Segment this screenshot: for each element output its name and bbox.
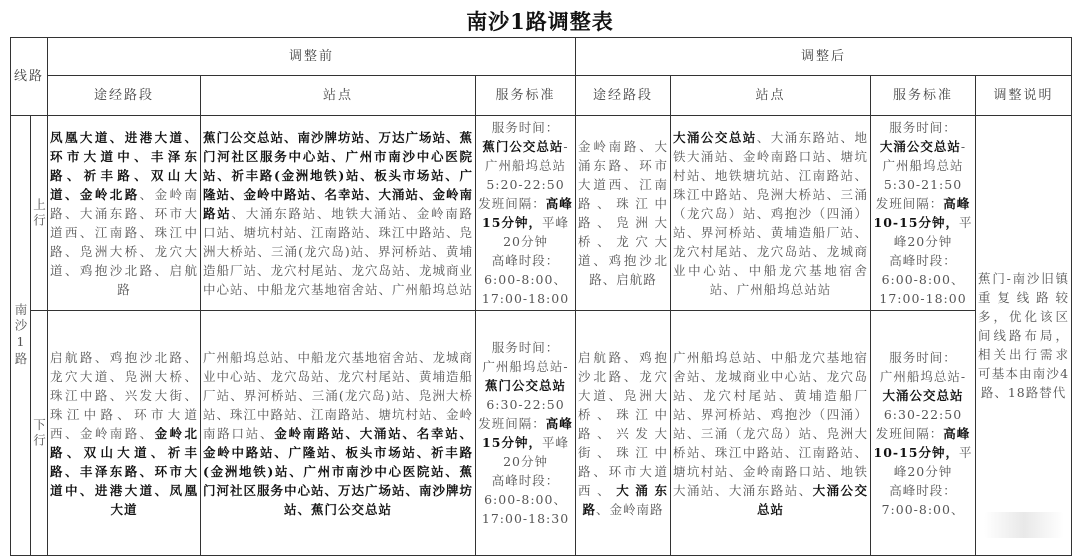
table-row (11, 116, 1072, 311)
before-service (476, 311, 576, 556)
text-segment: 启航路、鸡抱沙北路、龙穴大道、凫洲大桥、珠江中路、兴发大街、珠江中路、环市大道西、金岭南路、 (50, 349, 199, 441)
text-segment: 广州船坞总站、中船龙穴基地宿舍站、龙城商业中心站、龙穴岛站、龙穴村尾站、黄埔造船厂站、界河桥站、鸡抱沙（四涌）站、三涌（龙穴岛）站、凫洲大桥站、珠江中路站、江南路站、塘坑村站、金岭南路口站、地铁大涌站、大涌东路站、 (673, 349, 869, 498)
text-segment: 平峰 20分钟 高峰时段： 6:00-8:00、 17:00-18:30 (481, 435, 570, 526)
text-segment: 服务时间： 广州船坞总站- (482, 340, 569, 374)
header-after-route: 途经路段 (576, 76, 671, 116)
header-before: 调整前 (48, 38, 576, 76)
text-segment: 启航路、鸡抱沙北路、龙穴大道、凫洲大桥、珠江中路、兴发大街、珠江中路、环市大道西、 (578, 349, 669, 498)
header-before-stations: 站点 (201, 76, 476, 116)
direction: 下行 (31, 311, 48, 556)
text-segment: 服务时间： (889, 120, 957, 135)
text-segment: 、大涌东路站、地铁大涌站、金岭南路口站、塘坑村站、江南路站、珠江中路站、凫洲大桥站、三涌(龙穴岛)站、界河桥站、黄埔造船厂站、龙穴村尾站、龙穴岛站、龙城商业中心站、中船龙穴基地宿舍站、广州船坞总站 (203, 205, 474, 297)
text-segment: 大涌东路 (582, 482, 669, 517)
text-segment: 服务时间： 广州船坞总站- (879, 349, 967, 384)
header-before-route: 途经路段 (48, 76, 201, 116)
before-stations (201, 116, 476, 311)
before-route (48, 116, 201, 311)
text-segment: 6:30-22:50 发班间隔： (875, 406, 963, 441)
text-segment: 蕉门公交总站 (482, 139, 564, 154)
text-segment: 高峰 10-15分钟， (873, 425, 971, 460)
text-segment: - 广州船坞总站 5:30-21:50 发班间隔： (875, 139, 967, 211)
direction: 上行 (31, 116, 48, 311)
text-segment: 6:30-22:50 发班间隔： (478, 397, 565, 431)
after-route (576, 116, 671, 311)
text-segment: 金岭南路、大涌东路、环市大道西、江南路、珠江中路、凫洲大桥、龙穴大道、鸡抱沙北路、启航路 (578, 139, 669, 287)
before-service (476, 116, 576, 311)
header-after-stations: 站点 (671, 76, 871, 116)
after-service (871, 116, 976, 311)
after-route (576, 311, 671, 556)
after-stations (671, 311, 871, 556)
line-name: 南沙1路 (11, 116, 31, 556)
table-row (11, 311, 1072, 556)
header-after: 调整后 (576, 38, 1072, 76)
text-segment: 大涌公交总站 (673, 129, 757, 145)
text-segment: 广州船坞总站、中船龙穴基地宿舍站、龙城商业中心站、龙穴岛站、龙穴村尾站、黄埔造船厂站、界河桥站、三涌(龙穴岛)站、凫洲大桥站、珠江中路站、江南路站、塘坑村站、金岭南路口站、 (203, 349, 474, 441)
before-route (48, 311, 201, 556)
adjustment-table (10, 37, 1072, 556)
text-segment: 蕉门公交总站、南沙牌坊站、万达广场站、蕉门河社区服务中心站、广州市南沙中心医院站、祈丰路(金洲地铁)站、板头市场站、广隆站、金岭中路站、名幸站、大涌站、金岭南路站 (203, 129, 474, 221)
text-segment: 大涌公交总站 (879, 139, 961, 154)
after-service (871, 311, 976, 556)
text-segment: 金岭北路、双山大道、祈丰路、丰泽东路、环市大道中、进港大道、凤凰大道 (50, 425, 199, 517)
text-segment: 平 峰20分钟 高峰时段： 7:00-8:00、 (881, 444, 973, 517)
text-segment: 、金岭南路 (596, 501, 664, 517)
text-segment: 、金岭南路、大涌东路、环市大道西、江南路、珠江中路、凫洲大桥、龙穴大道、鸡抱沙北路、启航路 (50, 186, 199, 297)
text-segment: 大涌公交总站 (882, 387, 964, 403)
adjustment-note: 蕉门-南沙旧镇重复线路较多，优化该区间线路布局，相关出行需求可基本由南沙4路、18路替代 (976, 116, 1072, 556)
after-stations (671, 116, 871, 311)
header-note: 调整说明 (976, 76, 1072, 116)
header-before-service: 服务标准 (476, 76, 576, 116)
text-segment: 高峰 15分钟， (482, 416, 573, 450)
text-segment: 平峰 20分钟 高峰时段： 6:00-8:00、 17:00-18:00 (481, 215, 570, 306)
text-segment: 凤凰大道、进港大道、环市大道中、丰泽东路、祈丰路、双山大道、金岭北路 (50, 129, 199, 202)
watermark-overlay (984, 512, 1064, 538)
text-segment: 蕉门公交总站 (485, 378, 567, 393)
before-stations (201, 311, 476, 556)
header-after-service: 服务标准 (871, 76, 976, 116)
page-title: 南沙1路调整表 (466, 9, 614, 34)
text-segment: 大涌公交总站 (757, 482, 868, 517)
text-segment: 服务时间： (491, 120, 560, 135)
header-line: 线路 (11, 38, 48, 116)
text-segment: 高峰 15分钟， (482, 196, 573, 230)
text-segment: 高峰 10-15分钟， (873, 196, 971, 230)
text-segment: 、大涌东路站、地铁大涌站、金岭南路口站、塘坑村站、地铁塘坑站、江南路站、珠江中路站、凫洲大桥站、三涌（龙穴岛）站、鸡抱沙（四涌）站、界河桥站、黄埔造船厂站、龙穴村尾站、龙穴岛站、龙城商业中心站、中船龙穴基地宿舍站、广州船坞总站站 (673, 129, 869, 297)
text-segment: - 广州船坞总站 5:20-22:50 发班间隔： (478, 139, 569, 211)
text-segment: 平 峰20分钟 高峰时段： 6:00-8:00、 17:00-18:00 (879, 215, 973, 306)
text-segment: 金岭南路站、大涌站、名幸站、金岭中路站、广隆站、板头市场站、祈丰路(金洲地铁)站、广州市南沙中心医院站、蕉门河社区服务中心站、万达广场站、南沙牌坊站、蕉门公交总站 (203, 425, 474, 517)
